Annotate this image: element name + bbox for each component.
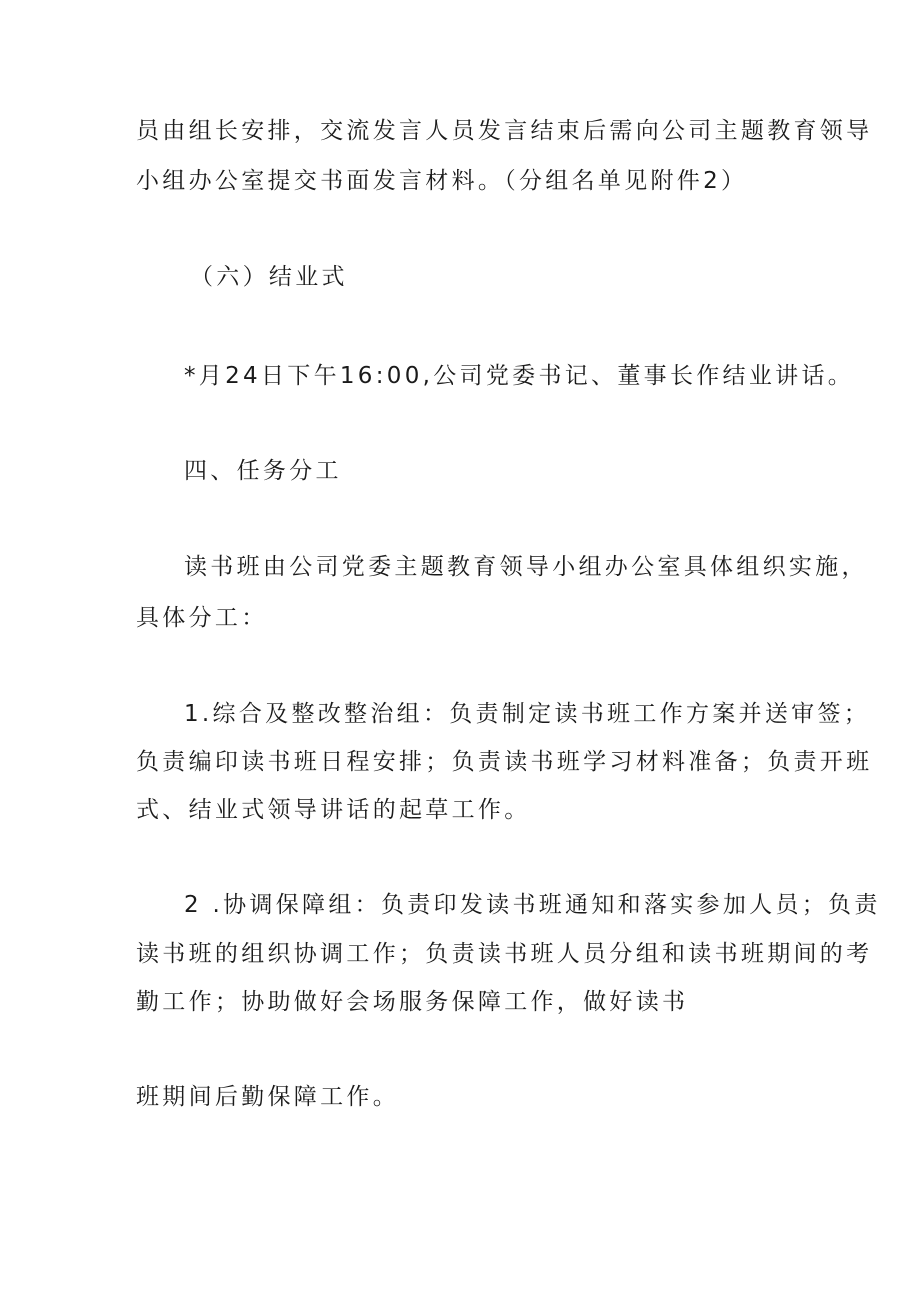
paragraph-line: 读书班由公司党委主题教育领导小组办公室具体组织实施，: [184, 554, 868, 580]
paragraph-line: 小组办公室提交书面发言材料。（分组名单见附件2）: [136, 168, 748, 194]
paragraph-line: 式、结业式领导讲话的起草工作。: [136, 797, 531, 823]
paragraph-line: 员由组长安排，交流发言人员发言结束后需向公司主题教育领导: [136, 118, 873, 144]
paragraph-line: *月24日下午16:00,公司党委书记、董事长作结业讲话。: [184, 363, 855, 389]
paragraph-line: 2 .协调保障组：负责印发读书班通知和落实参加人员；负责: [184, 892, 881, 918]
paragraph-line: 勤工作；协助做好会场服务保障工作，做好读书: [136, 989, 689, 1015]
paragraph-line: 具体分工：: [136, 605, 268, 631]
section-heading: 四、任务分工: [184, 458, 342, 484]
paragraph-line: 负责编印读书班日程安排；负责读书班学习材料准备；负责开班: [136, 749, 873, 775]
paragraph-line: 读书班的组织协调工作；负责读书班人员分组和读书班期间的考: [136, 941, 873, 967]
paragraph-line: 班期间后勤保障工作。: [136, 1084, 399, 1110]
paragraph-line: 1.综合及整改整治组：负责制定读书班工作方案并送审签；: [184, 701, 871, 727]
section-heading: （六）结业式: [190, 264, 348, 290]
